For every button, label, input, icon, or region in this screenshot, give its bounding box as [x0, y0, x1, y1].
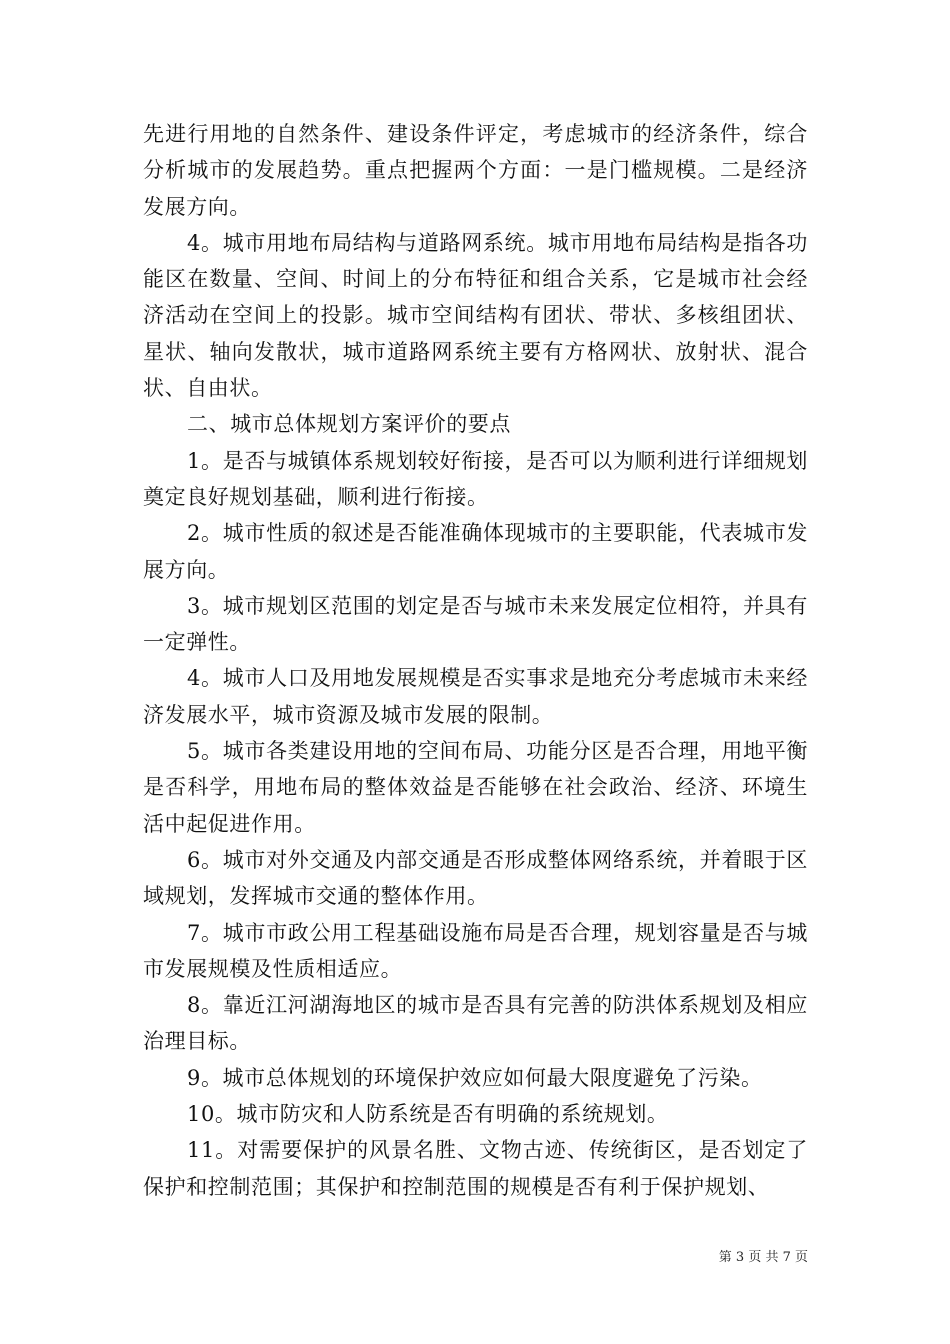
paragraph-item-4: 4。城市人口及用地发展规模是否实事求是地充分考虑城市未来经济发展水平，城市资源及城市发展的限制。: [143, 666, 808, 727]
paragraph-item-10: 10。城市防灾和人防系统是否有明确的系统规划。: [187, 1102, 669, 1127]
paragraph-item-1: 1。是否与城镇体系规划较好衔接，是否可以为顺利进行详细规划奠定良好规划基础，顺利进行衔接。: [143, 448, 808, 509]
paragraph-continuation: 先进行用地的自然条件、建设条件评定，考虑城市的经济条件，综合分析城市的发展趋势。重点把握两个方面：一是门槛规模。二是经济发展方向。: [143, 122, 808, 219]
paragraph-item-4-layout: 4。城市用地布局结构与道路网系统。城市用地布局结构是指各功能区在数量、空间、时间上的分布特征和组合关系，它是城市社会经济活动在空间上的投影。城市空间结构有团状、带状、多核组团状、星状、轴向发散状，城市道路网系统主要有方格网状、放射状、混合状、自由状。: [143, 230, 808, 401]
paragraph-item-7: 7。城市市政公用工程基础设施布局是否合理，规划容量是否与城市发展规模及性质相适应。: [143, 920, 808, 981]
section-heading: 二、城市总体规划方案评价的要点: [187, 412, 511, 437]
paragraph-item-11: 11。对需要保护的风景名胜、文物古迹、传统街区，是否划定了保护和控制范围；其保护和控制范围的规模是否有利于保护规划、: [143, 1138, 808, 1199]
paragraph-item-3: 3。城市规划区范围的划定是否与城市未来发展定位相符，并具有一定弹性。: [143, 593, 808, 655]
paragraph-item-8: 8。靠近江河湖海地区的城市是否具有完善的防洪体系规划及相应治理目标。: [143, 993, 808, 1054]
page-number-footer: 第 3 页 共 7 页: [718, 1250, 808, 1265]
paragraph-item-2: 2。城市性质的叙述是否能准确体现城市的主要职能，代表城市发展方向。: [143, 521, 808, 582]
paragraph-item-5: 5。城市各类建设用地的空间布局、功能分区是否合理，用地平衡是否科学，用地布局的整体效益是否能够在社会政治、经济、环境生活中起促进作用。: [143, 739, 808, 836]
document-body: [143, 116, 808, 1205]
paragraph-item-9: 9。城市总体规划的环境保护效应如何最大限度避免了污染。: [187, 1065, 763, 1090]
paragraph-item-6: 6。城市对外交通及内部交通是否形成整体网络系统，并着眼于区域规划，发挥城市交通的整体作用。: [143, 847, 808, 909]
